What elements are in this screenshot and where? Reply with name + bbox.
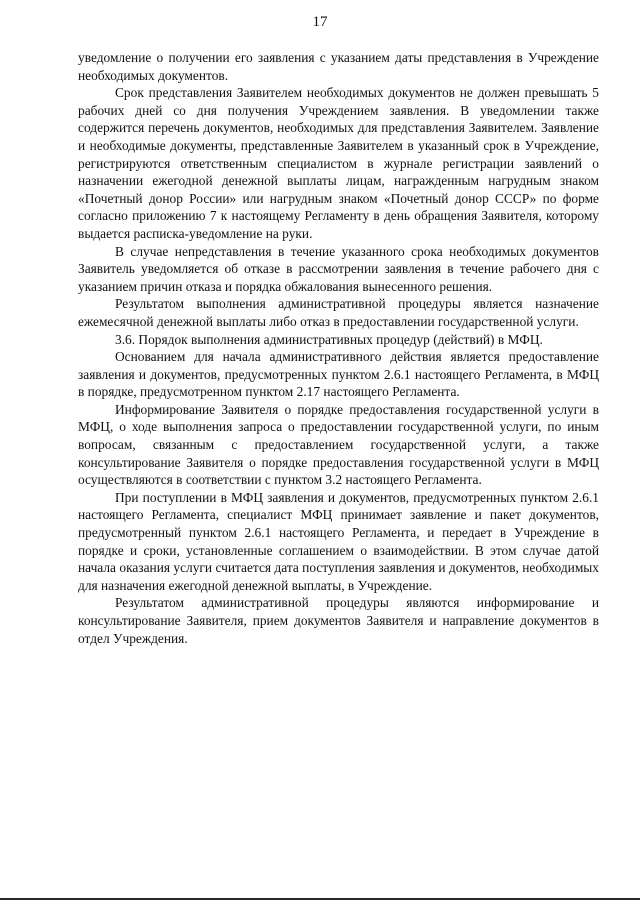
section-heading-3-6: 3.6. Порядок выполнения административных процедур (действий) в МФЦ.	[115, 331, 543, 347]
paragraph-final-result: Результатом административной процедуры являются информирование и консультирование Заявителя, прием документов Заявителя и направление документов в отдел Учреждения.	[78, 595, 599, 646]
paragraph-continuation: уведомление о получении его заявления с указанием даты представления в Учреждение необходимых документов.	[78, 50, 599, 83]
paragraph-mfc-receipt: При поступлении в МФЦ заявления и документов, предусмотренных пунктом 2.6.1 настоящего Регламента, специалист МФЦ принимает заявление и пакет документов, предусмотренный пунктом 2.6.1 настоящего Регламента, и передает в Учреждение в порядке и сроки, установленные соглашением о взаимодействии. В этом случае датой начала оказания услуги считается дата поступления заявления и документов, необходимых для назначения ежегодной денежной выплаты, в Учреждение.	[78, 489, 599, 593]
paragraph-non-submission: В случае непредставления в течение указанного срока необходимых документов Заявитель уведомляется об отказе в рассмотрении заявления в течение рабочего дня с указанием причин отказа и порядка обжалования вынесенного решения.	[78, 243, 599, 294]
paragraph-submission-deadline: Срок представления Заявителем необходимых документов не должен превышать 5 рабочих дней со дня получения Учреждением заявления. В уведомлении также содержится перечень документов, необходимых для представления Заявителем. Заявление и необходимые документы, представленные Заявителем в указанный срок в Учреждение, регистрируются ответственным специалистом в журнале регистрации заявлений о назначении ежегодной денежной выплаты лицам, награжденным нагрудным знаком «Почетный донор России» или нагрудным знаком «Почетный донор СССР» по форме согласно приложению 7 к настоящему Регламенту в день обращения Заявителя, которому выдается расписка-уведомление на руки.	[78, 85, 599, 241]
paragraph-procedure-result: Результатом выполнения административной процедуры является назначение ежемесячной денежной выплаты либо отказ в предоставлении государственной услуги.	[78, 296, 599, 329]
paragraph-grounds: Основанием для начала административного действия является предоставление заявления и документов, предусмотренных пунктом 2.6.1 настоящего Регламента, в МФЦ в порядке, предусмотренном пунктом 2.17 настоящего Регламента.	[78, 349, 599, 400]
paragraph-informing: Информирование Заявителя о порядке предоставления государственной услуги в МФЦ, о ходе выполнения запроса о предоставлении государственной услуги, по иным вопросам, связанным с предоставлением государственной услуги, а также консультирование Заявителя о порядке предоставления государственной услуги в МФЦ осуществляются в соответствии с пунктом 3.2 настоящего Регламента.	[78, 401, 599, 488]
document-body	[78, 49, 599, 647]
bottom-edge-line	[0, 898, 640, 900]
page-number: 17	[312, 14, 328, 30]
